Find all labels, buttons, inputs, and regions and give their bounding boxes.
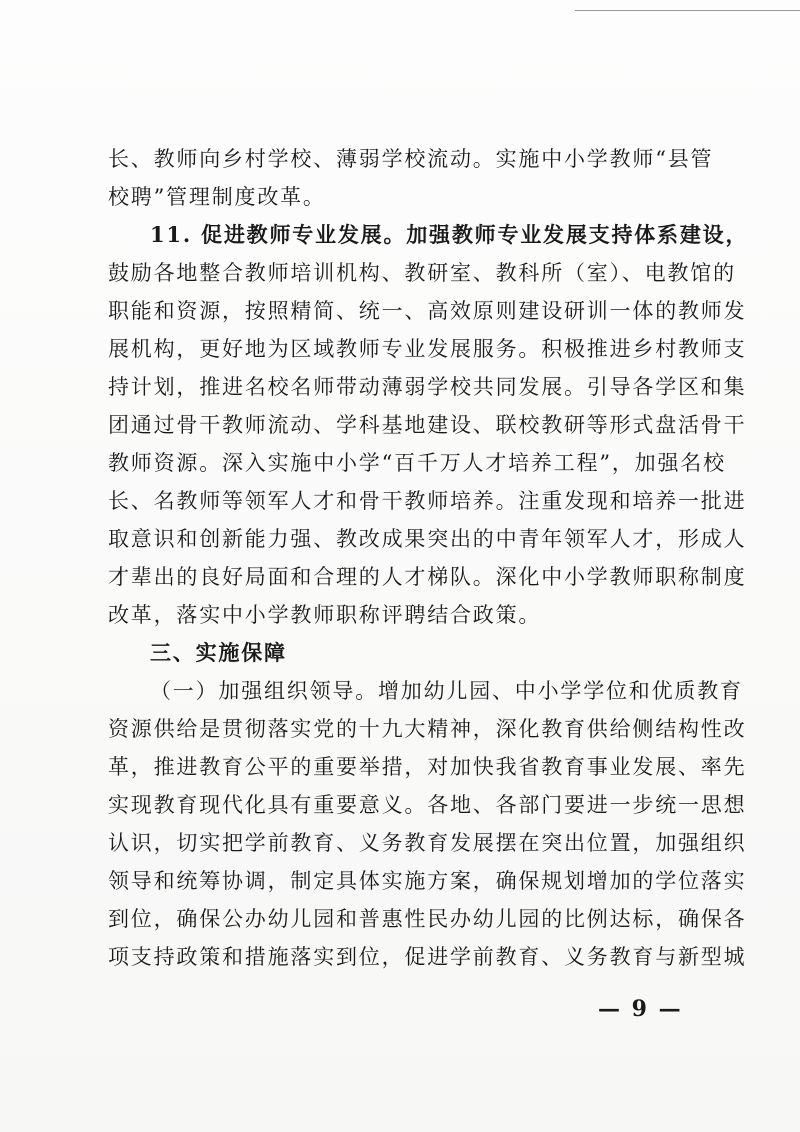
section-heading-11: 11. 促进教师专业发展。加强教师专业发展支持体系建设， [150, 222, 749, 247]
section-heading-3: 三、实施保障 [150, 640, 287, 665]
paragraph-line: 鼓励各地整合教师培训机构、教研室、教科所（室）、电教馆的 [108, 261, 736, 285]
paragraph-line: 才辈出的良好局面和合理的人才梯队。深化中小学教师职称制度 [108, 565, 747, 589]
paragraph-line: 持计划，推进名校名师带动薄弱学校共同发展。引导各学区和集 [108, 375, 747, 399]
paragraph-line: 职能和资源，按照精简、统一、高效原则建设研训一体的教师发 [108, 299, 747, 323]
paragraph-line: 改革，落实中小学教师职称评聘结合政策。 [108, 603, 542, 627]
top-rule [575, 10, 800, 11]
paragraph-line: 项支持政策和措施落实到位，促进学前教育、义务教育与新型城 [108, 945, 747, 969]
paragraph-line: 教师资源。深入实施中小学“百千万人才培养工程”，加强名校 [108, 451, 726, 475]
paragraph-line: 校聘”管理制度改革。 [108, 185, 326, 209]
paragraph-line: 团通过骨干教师流动、学科基地建设、联校教研等形式盘活骨干 [108, 413, 747, 437]
paragraph-line: 革，推进教育公平的重要举措，对加快我省教育事业发展、率先 [108, 755, 747, 779]
paragraph-line: 认识，切实把学前教育、义务教育发展摆在突出位置，加强组织 [108, 831, 747, 855]
paragraph-line: 到位，确保公办幼儿园和普惠性民办幼儿园的比例达标，确保各 [108, 907, 747, 931]
paragraph-line: 长、名教师等领军人才和骨干教师培养。注重发现和培养一批进 [108, 489, 747, 513]
paragraph-line: 实现教育现代化具有重要意义。各地、各部门要进一步统一思想 [108, 793, 747, 817]
subsection-heading: （一）加强组织领导。增加幼儿园、中小学学位和优质教育 [150, 679, 743, 703]
paragraph-line: 展机构，更好地为区域教师专业发展服务。积极推进乡村教师支 [108, 337, 747, 361]
paragraph-line: 取意识和创新能力强、教改成果突出的中青年领军人才，形成人 [108, 527, 747, 551]
paragraph-line: 资源供给是贯彻落实党的十九大精神，深化教育供给侧结构性改 [108, 717, 747, 741]
body-text [108, 140, 749, 976]
paragraph-line: 领导和统筹协调，制定具体实施方案，确保规划增加的学位落实 [108, 869, 747, 893]
page-number: — 9 — [598, 996, 683, 1022]
paragraph-line: 长、教师向乡村学校、薄弱学校流动。实施中小学教师“县管 [108, 147, 714, 171]
